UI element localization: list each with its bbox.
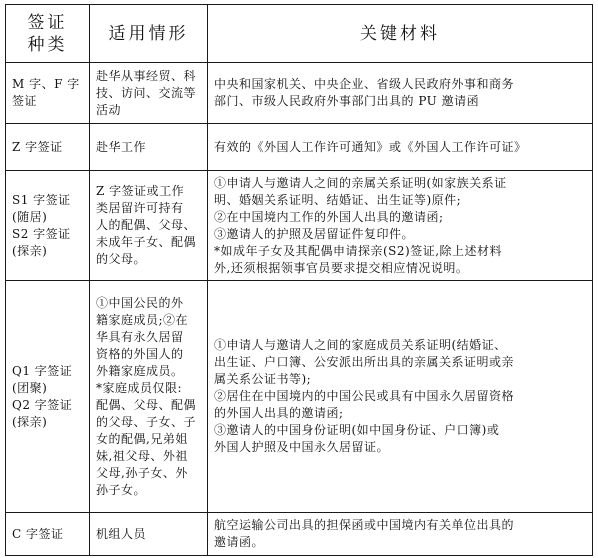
visa-type-cell: M 字、F 字 签证 — [6, 63, 90, 124]
situation-cell: Z 字签证或工作 类居留许可持有 人的配偶、父母、 未成年子女、配偶 的父母。 — [90, 171, 208, 281]
header-situation: 适用情形 — [90, 5, 208, 63]
materials-cell: 中央和国家机关、中央企业、省级人民政府外事和商务 部门、市级人民政府外事部门出具的 PU 邀请函 — [208, 63, 593, 124]
visa-type-cell: C 字签证 — [6, 513, 90, 556]
visa-type-cell: Z 字签证 — [6, 124, 90, 171]
situation-cell: 赴华从事经贸、科 技、访问、交流等 活动 — [90, 63, 208, 124]
materials-cell: ①申请人与邀请人之间的亲属关系证明(如家族关系证 明、婚姻关系证明、结婚证、出生证等)原件; ②在中国境内工作的外国人出具的邀请函; ③邀请人的护照及居留证件复印件。 *如成年子女及其配偶申请探亲(S2)签证,除上述材料 外,还须根据领事官员要求提交相应情况说明。 — [208, 171, 593, 281]
table-row — [6, 63, 593, 124]
materials-cell: 有效的《外国人工作许可通知》或《外国人工作许可证》 — [208, 124, 593, 171]
materials-cell: ①申请人与邀请人之间的家庭成员关系证明(结婚证、 出生证、户口簿、公安派出所出具的亲属关系证明或亲 属关系公证书等); ②居住在中国境内的中国公民或具有中国永久居留资格 的外国人出具的邀请函; ③邀请人的中国身份证明(如中国身份证、户口簿)或 外国人护照及中国永久居留证。 — [208, 281, 593, 513]
visa-type-cell: Q1 字签证 (团聚) Q2 字签证 (探亲) — [6, 281, 90, 513]
visa-type-cell: S1 字签证 (随居) S2 字签证 (探亲) — [6, 171, 90, 281]
situation-cell: ①中国公民的外 籍家庭成员;②在 华具有永久居留 资格的外国人的 外籍家庭成员。 *家庭成员仅限: 配偶、父母、配偶 的父母、子女、子 女的配偶,兄弟姐 妹,祖父母、外祖 父母,孙子女、外 孙子女。 — [90, 281, 208, 513]
materials-cell: 航空运输公司出具的担保函或中国境内有关单位出具的 邀请函。 — [208, 513, 593, 556]
situation-cell: 赴华工作 — [90, 124, 208, 171]
table-row — [6, 171, 593, 281]
table-row — [6, 124, 593, 171]
table-row — [6, 513, 593, 556]
header-materials: 关键材料 — [208, 5, 593, 63]
visa-requirements-table — [5, 4, 593, 556]
header-visa-type: 签证 种类 — [6, 5, 90, 63]
table-header-row — [6, 5, 593, 63]
table-row — [6, 281, 593, 513]
situation-cell: 机组人员 — [90, 513, 208, 556]
